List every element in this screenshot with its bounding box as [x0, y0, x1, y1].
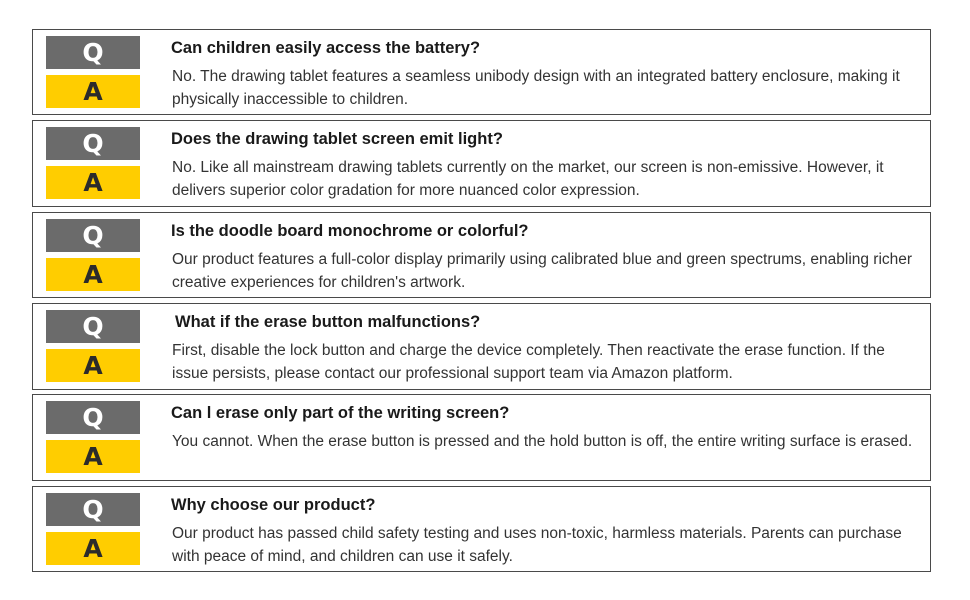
- faq-question: Why choose our product?: [171, 496, 376, 514]
- faq-answer: You cannot. When the erase button is pressed and the hold button is off, the entire writing surface is erased.: [172, 433, 913, 450]
- question-badge: Q: [46, 36, 140, 69]
- faq-card: [32, 29, 931, 115]
- faq-question: What if the erase button malfunctions?: [175, 313, 481, 331]
- answer-badge: A: [46, 166, 140, 199]
- faq-answer: Our product features a full-color display primarily using calibrated blue and green spectrums, enabling richer creative experiences for children's artwork.: [172, 251, 913, 291]
- faq-card: [32, 212, 931, 298]
- faq-card: [32, 486, 931, 572]
- faq-answer: No. Like all mainstream drawing tablets currently on the market, our screen is non-emissive. However, it delivers superior color gradation for more nuanced color expression.: [172, 159, 884, 199]
- faq-question: Can children easily access the battery?: [171, 39, 481, 57]
- question-badge: Q: [46, 493, 140, 526]
- question-badge: Q: [46, 127, 140, 160]
- faq-question: Does the drawing tablet screen emit light?: [171, 130, 503, 148]
- faq-question: Is the doodle board monochrome or colorful?: [171, 222, 529, 240]
- question-badge: Q: [46, 310, 140, 343]
- answer-badge: A: [46, 532, 140, 565]
- question-badge: Q: [46, 401, 140, 434]
- faq-card: [32, 394, 931, 481]
- faq-answer: Our product has passed child safety testing and uses non-toxic, harmless materials. Parents can purchase with peace of mind, and children can use it safely.: [172, 525, 902, 565]
- answer-badge: A: [46, 349, 140, 382]
- answer-badge: A: [46, 440, 140, 473]
- question-badge: Q: [46, 219, 140, 252]
- faq-question: Can l erase only part of the writing screen?: [171, 404, 510, 422]
- faq-answer: First, disable the lock button and charge the device completely. Then reactivate the erase function. If the issue persists, please contact our professional support team via Amazon platform.: [172, 342, 885, 382]
- faq-card: [32, 120, 931, 207]
- answer-badge: A: [46, 75, 140, 108]
- faq-answer: No. The drawing tablet features a seamless unibody design with an integrated battery enclosure, making it physically inaccessible to children.: [172, 68, 900, 108]
- faq-card: [32, 303, 931, 390]
- answer-badge: A: [46, 258, 140, 291]
